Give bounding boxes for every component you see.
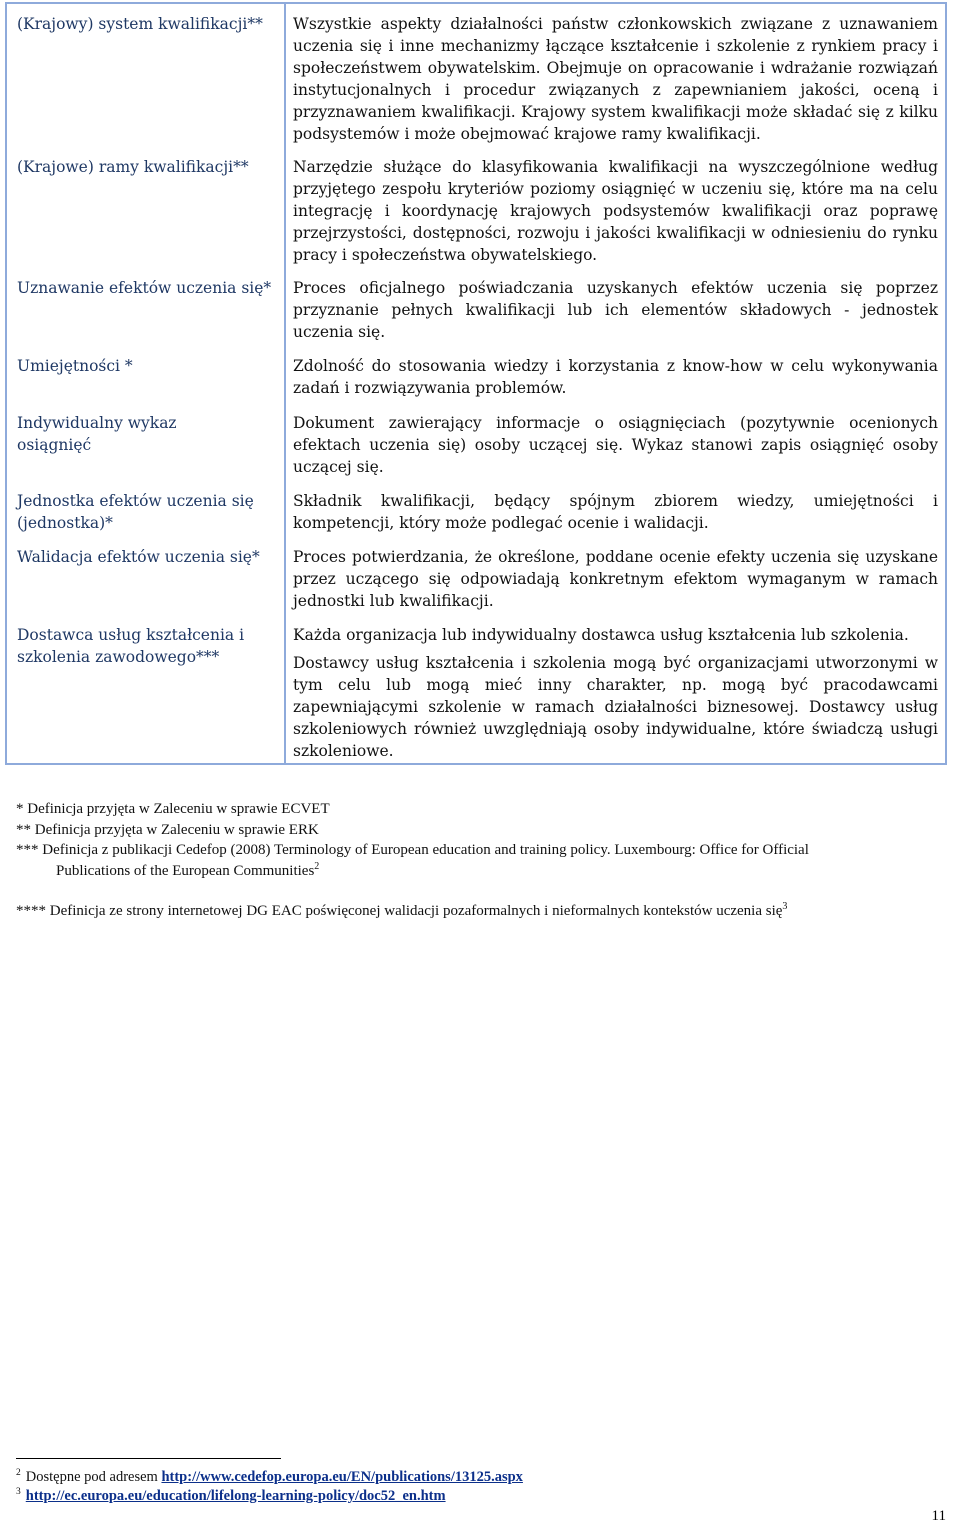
- definition-paragraph: Narzędzie służące do klasyfikowania kwalifikacji na wyszczególnione według przyjętego zespołu kryteriów poziomy osiągnięć w uczeniu się, które ma na celu integrację i koordynację krajowych podsystemów kwalifikacji oraz poprawę przejrzystości, dostępności, rozwoju i jakości kwalifikacji w odniesieniu do rynku pracy i społeczeństwa obywatelskiego.: [293, 158, 938, 264]
- definition-paragraph: Zdolność do stosowania wiedzy i korzystania z know-how w celu wykonywania zadań i rozwiązywania problemów.: [293, 357, 938, 397]
- definition-paragraph: Dostawcy usług kształcenia i szkolenia mogą być organizacjami utworzonymi w tym celu lub mogą mieć inny charakter, np. mogą być pracodawcami zapewniającymi szkolenie w ramach działalności biznesowej. Dostawcy usług szkoleniowych również uwzględniają osoby indywidualne, które świadczą usługi szkoleniowe.: [293, 654, 938, 760]
- definition-walidacja-efektow: [293, 546, 938, 612]
- cedefop-link[interactable]: http://www.cedefop.europa.eu/EN/publications/13125.aspx: [161, 1469, 523, 1485]
- glossary-table: [5, 2, 947, 765]
- footnote-reference[interactable]: 3: [782, 901, 788, 912]
- footnote-number: 3: [16, 1487, 21, 1498]
- note-cedefop-text: *** Definicja z publikacji Cedefop (2008) Terminology of European education and training policy. Luxembourg: Office for Official: [16, 842, 809, 858]
- footnote-number: 2: [16, 1468, 21, 1479]
- note-cedefop: [16, 840, 946, 861]
- definition-paragraph: Proces potwierdzania, że określone, poddane ocenie efekty uczenia się uzyskane przez uczącego się odpowiadają konkretnym efektom wymaganym w ramach jednostki lub kwalifikacji.: [293, 548, 938, 610]
- footnote-2: [16, 1468, 523, 1487]
- footnote-reference[interactable]: 2: [314, 860, 320, 872]
- term-indywidualny-wykaz: Indywidualny wykaz osiągnięć: [17, 414, 177, 454]
- note-cedefop-text-2: Publications of the European Communities: [56, 862, 315, 879]
- ec-europa-link[interactable]: http://ec.europa.eu/education/lifelong-learning-policy/doc52_en.htm: [25, 1488, 446, 1504]
- term-uznawanie-efektow: Uznawanie efektów uczenia się*: [17, 279, 272, 297]
- term-krajowe-ramy-kwalifikacji: (Krajowe) ramy kwalifikacji**: [17, 158, 249, 176]
- definition-krajowe-ramy-kwalifikacji: [293, 156, 938, 266]
- definition-paragraph: Proces oficjalnego poświadczania uzyskanych efektów uczenia się poprzez przyznanie pełnych kwalifikacji lub ich elementów składowych - jednostek uczenia się.: [293, 279, 938, 341]
- note-cedefop-continued: [16, 861, 946, 882]
- definition-source-notes: [16, 799, 946, 922]
- definition-umiejetnosci: [293, 355, 938, 399]
- footnotes: [16, 1468, 523, 1506]
- definition-paragraph: Dokument zawierający informacje o osiągnięciach (pozytywnie ocenionych efektach uczenia się) osoby uczącej się. Wykaz stanowi zapis osiągnięć osoby uczącej się.: [293, 414, 938, 476]
- term-umiejetnosci: Umiejętności *: [17, 357, 133, 375]
- page-number: 11: [931, 1508, 946, 1524]
- definition-dostawca-uslug: [293, 624, 938, 762]
- term-dostawca-uslug: Dostawca usług kształcenia i szkolenia zawodowego***: [17, 626, 245, 666]
- definition-krajowy-system-kwalifikacji: [293, 13, 938, 145]
- term-walidacja-efektow: Walidacja efektów uczenia się*: [17, 548, 260, 566]
- term-jednostka-efektow: Jednostka efektów uczenia się (jednostka)*: [17, 492, 254, 532]
- column-divider: [284, 4, 286, 763]
- footnote-text: Dostępne pod adresem: [25, 1469, 162, 1485]
- note-ecvet: * Definicja przyjęta w Zaleceniu w sprawie ECVET: [16, 801, 330, 817]
- definition-paragraph: Składnik kwalifikacji, będący spójnym zbiorem wiedzy, umiejętności i kompetencji, który może podlegać ocenie i walidacji.: [293, 492, 938, 532]
- footnote-separator: [16, 1458, 281, 1459]
- definition-indywidualny-wykaz: [293, 412, 938, 478]
- note-dg-eac: [16, 901, 946, 922]
- note-dg-eac-text: **** Definicja ze strony internetowej DG EAC poświęconej walidacji pozaformalnych i nieformalnych kontekstów uczenia się: [16, 903, 783, 919]
- term-krajowy-system-kwalifikacji: (Krajowy) system kwalifikacji**: [17, 15, 263, 33]
- definition-uznawanie-efektow: [293, 277, 938, 343]
- definition-paragraph: Wszystkie aspekty działalności państw członkowskich związane z uznawaniem uczenia się i inne mechanizmy łączące kształcenie i szkolenie z rynkiem pracy i społeczeństwem obywatelskim. Obejmuje on opracowanie i wdrażanie rozwiązań instytucjonalnych i procedur związanych z zapewnianiem jakości, oceną i przyznawaniem kwalifikacji. Krajowy system kwalifikacji może składać się z kilku podsystemów i może obejmować krajowe ramy kwalifikacji.: [293, 15, 938, 143]
- definition-jednostka-efektow: [293, 490, 938, 534]
- footnote-3: [16, 1487, 523, 1506]
- note-erk: ** Definicja przyjęta w Zaleceniu w sprawie ERK: [16, 821, 319, 838]
- definition-paragraph: Każda organizacja lub indywidualny dostawca usług kształcenia lub szkolenia.: [293, 626, 909, 644]
